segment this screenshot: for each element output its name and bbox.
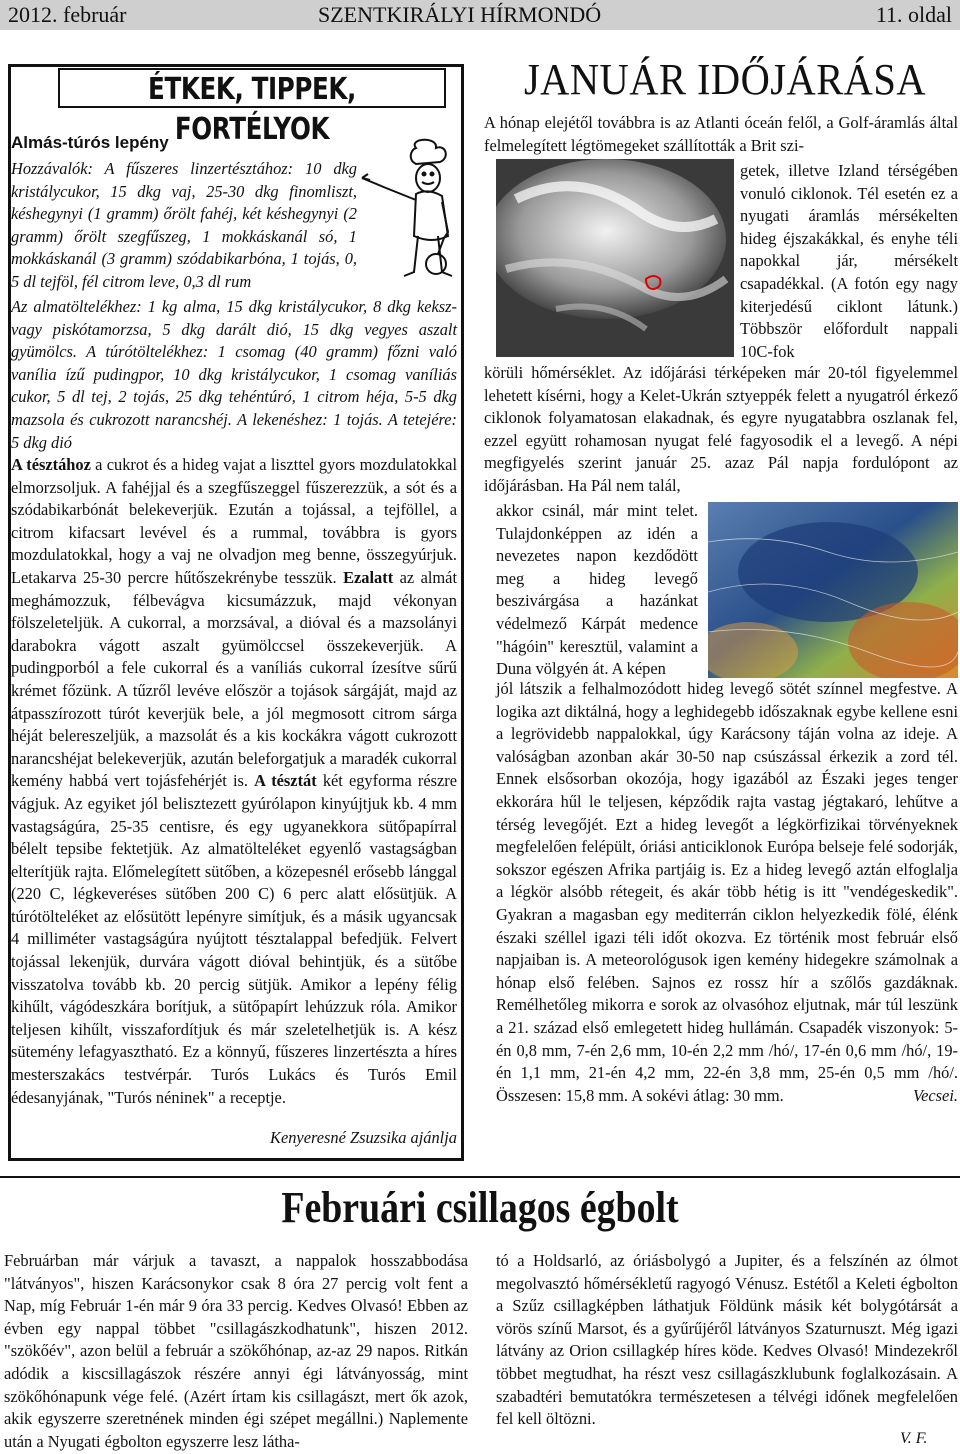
section-divider <box>0 1176 960 1178</box>
recipe-instructions <box>11 454 457 1109</box>
recipe-signature: Kenyeresné Zsuzsika ajánlja <box>270 1128 457 1147</box>
weather-text-beside-photo: getek, illetve Izland térségében vonuló ciklonok. Tél esetén ez a nyugati áramlás mérsékelten hideg éjszakákkal, és enyhe téli napokkal jár, mérsékelt csapadékkal. (A fotón egy nagy kiterjedésű ciklont látunk.) Többször előfordult nappali 10C-fok <box>740 161 958 361</box>
weather-text-1: körüli hőmérséklet. Az időjárási térképeken már 20-tól figyelemmel lehetett kísérni, hogy a Kelet-Ukrán sztyeppék felett a nyugatról érkező ciklonok folyamatosan elakadnak, és egyre nyugatabbra oszlanak fel, ezzel együtt rohamosan nyugat felé fagyosodik el a levegő. A népi megfigyelés szerint január 25. azaz Pál napja fordulópont az időjárásban. Ha Pál nem talál, <box>484 363 958 495</box>
weather-text-beside-map: akkor csinál, már mint telet. Tulajdonképpen az idén a nevezetes napon kezdődött meg a hideg levegő beszivárgása a hazánkat védelmező Kárpát medence "hágóin" keresztül, valamint a Duna völgyén át. A képen <box>496 501 698 679</box>
step-baking: két egyforma részre vágjuk. Az egyiket jól belisztezett gyúrólapon kinyújtjuk kb. 4 mm vastagságúra, 25-35 centisre, és egy ugyanekkora sütőpapírral bélelt tepsibe fektetjük. Az almatölteléket egyenlő vastagságban elterítjük rajta. Előmelegített sütőben, a közepesnél erősebb lánggal (220 C, légkeveréses sütőben 200 C) 6 perc alatt elősütjük. A túrótölteléket az elősütött lepényre simítjuk, és a másik ugyancsak 4 milliméter vastagságúra nyújtott tésztalappal befedjük. Felvert tojással lekenjük, durvára vágott dióval behintjük, és a sütőbe visszatolva tovább kb. 20 percig sütjük. Amikor a lepény félig kihűlt, vágódeszkára borítjuk, a sütőpapírt lehúzzuk róla. Amikor teljesen kihűlt, visszafordítjuk és már szeletelhetjük is. A kész sütemény lefagyasztható. Ez a könnyű, fűszeres linzertészta a híres mesterszakács testvérpár. Turós Lukács és Turós Emil édesanyjának, "Turós néninek" a receptje. <box>11 771 458 1107</box>
stars-title: Februári csillagos égbolt <box>281 1183 679 1232</box>
ingredients-dough: Hozzávalók: A fűszeres linzertésztához: 10 dkg kristálycukor, 15 dkg vaj, 25-30 dkg finomliszt, késhegynyi (1 gramm) őrölt fahéj, két késhegynyi (2 gramm) őrölt szegfűszeg, 1 mokkáskanál só, 1 mokkáskanál (3 gramm) szódabikarbóna, 1 tojás, 0, 5 dl tejföl, fél citrom leve, 0,3 dl rum <box>11 159 357 291</box>
step-heading-apple: Ezalatt <box>343 567 394 587</box>
chef-illustration-icon <box>356 138 460 298</box>
step-dough: a cukrot és a hideg vajat a liszttel gyors mozdulatokkal elmorzsoljuk. A fahéjjal és a szegfűszeggel fűszerezzük, a sót és a szódabikarbónát belekeverjük. Ezután a tojással, a tejföllel, a citrom kifacsart levével és a rummal, továbbra is gyors mozdulatokkal, hogy a vaj ne olvadjon meg benne, összegyúrjuk. Letakarva 25-30 percre hűtőszekrénybe tesszük. <box>11 455 457 587</box>
stars-signature: V. F. <box>900 1430 928 1447</box>
satellite-image <box>496 159 734 357</box>
step-heading-dough: A tésztához <box>11 455 91 474</box>
newspaper-name: SZENTKIRÁLYI HÍRMONDÓ <box>318 2 602 27</box>
issue-date: 2012. február <box>8 2 127 27</box>
step-apple: az almát meghámozzuk, félbevágva kicsumázzuk, majd vékonyan fölszeleteljük. A cukorral, a morzsával, a dióval és a mazsolányi darabokra vágott aszalt gyümölccsel összekeverjük. A pudingporból a fele cukorral és a vaníliás cukorral ízesítve sűrű krémet főzünk. A tűzről levéve először a tojások sárgáját, majd az átpasszírozott túrót keverjük bele, a jól megmosott citrom sárga héját belereszeljük, a mazsolát és a kis kockákra vágott cukrozott narancshéjat belekeverjük, azután beleforgatjuk a maradék cukorral kemény habbá vert tojásfehérjét is. <box>11 567 458 791</box>
recipe-title: Almás-túrós lepény <box>11 133 169 152</box>
page-number: 11. oldal <box>875 2 952 27</box>
page-header <box>0 0 960 30</box>
weather-intro: A hónap elejétől továbbra is az Atlanti óceán felől, a Golf-áramlás által felmelegített légtömegeket szállították a Brit szi- <box>484 113 958 155</box>
weather-text-2 <box>496 678 958 1107</box>
weather-text-2-body: jól látszik a felhalmozódott hideg levegő sötét színnel megfestve. A logika azt diktálná, hogy a leghidegebb időszaknak egybe kellene esni a legrövidebb nappalokkal, úgy Karácsony táján volna az ideje. A valóságban azonban akár 30-50 nap csúszással érkezik a zord tél. Ennek elsősorban okozója, hogy igazából az Északi jeges tenger ekkorára hűl le teljesen, képződik rajta vastag jégtakaró, lehűtve a térség levegőjét. Ezt a hideg levegőt a légkörfizikai törvényeknek megfelelően felépült, óriási anticiklonok Európa belseje felé sodorják, sokszor egészen Afrika partjáig is. Ez a hideg levegő aztán elfoglalja a légkör alsóbb rétegeit, és akár több hétig is itt "vendégeskedik". Gyakran a magasban egy mediterrán ciklon helyezkedik fölé, élénk északi széllel igazi téli időt okozva. Ez történik most február első napjaiban is. A meteorológusok igen kemény hidegekre számolnak a hónap első felében. Sajnos ez rossz hír a szőlős gazdáknak. Remélhetőleg mikorra e sorok az olvasóhoz eljutnak, már túl leszünk a 21. század első emlegetett hideg hullámán. Csapadék viszonyok: 5-én 0,8 mm, 7-én 2,6 mm, 10-én 2,2 mm /hó/, 17-én 0,6 mm /hó/, 19-én 1,1 mm, 21-én 4,2 mm, 22-én 3,8 mm, 25-én 0,5 mm /hó/. Összesen: 15,8 mm. A sokévi átlag: 30 mm. <box>496 679 958 1105</box>
ingredients-fillings: Az almatöltelékhez: 1 kg alma, 15 dkg kristálycukor, 8 dkg keksz- vagy piskótamorzsa, 5 dkg darált dió, 15 dkg vegyes aszalt gyümölcs. A túrótöltelékhez: 1 csomag (40 gramm) főzni való vanília ízű pudingpor, 10 dkg kristálycukor, 1 csomag vaníliás cukor, 5 dl tej, 2 tojás, 25 dkg tehéntúró, 1 citrom héja, 5-5 dkg mazsola és cukrozott narancshéj. A lekenéshez: 1 tojás. A tetejére: 5 dkg dió <box>11 297 457 452</box>
weather-title: JANUÁR IDŐJÁRÁSA <box>523 55 927 104</box>
temperature-map-image <box>708 502 958 678</box>
recipe-section-title: ÉTKEK, TIPPEK, FORTÉLYOK <box>148 72 356 147</box>
weather-signature: Vecsei. <box>912 1085 958 1105</box>
stars-text-left: Februárban már várjuk a tavaszt, a nappalok hosszabbodása "látványos", hiszen Karácsonykor csak 8 óra 27 percig volt fent a Nap, míg Február 1-én már 9 óra 33 percig. Kedves Olvasó! Ebben az évben egy nappal többet "csillagászkodhatunk", hiszen 2012. "szökőév", azon belül a február a szökőhónap, az-az 29 napos. Ritkán adódik a kiscsillagászok részére annyi égi látványosság, mint szökőhónapunk vége felé. (Azért írtam kis csillagászt, mert ők azok, akik egyszerre szeretnének minden égi szépet megállni.) Naplemente után a Nyugati égbolton egyszerre lesz látha- <box>4 1251 468 1451</box>
stars-text-right: tó a Holdsarló, az óriásbolygó a Jupiter, és a felszínén az ólmot megolvasztó hőmérsékletű ragyogó Vénusz. Estétől a Keleti égbolton a Szűz csillagképben láthatjuk Földünk másik két bolygótársát a vörös színű Marsot, és a gyűrűjéről látványos Szaturnuszt. Még igazi látvány az Orion csillagkép híres köde. Kedves Olvasó! Mindezekről többet megtudhat, ha részt vesz csillagászklubunk foglalkozásain. A szabadtéri bemutatókra természetesen a télvégi időnek megfelelően fel kell öltözni. <box>496 1251 958 1429</box>
step-heading-baking: A tésztát <box>254 771 317 791</box>
